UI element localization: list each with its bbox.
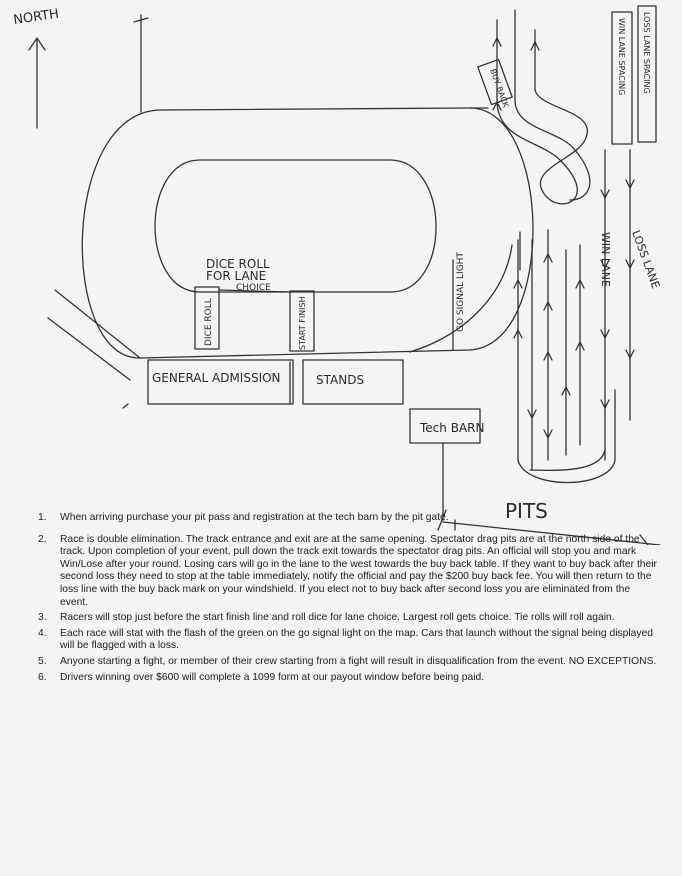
rule-item: 4. Each race will stat with the flash of the green on the go signal light on the map. Cars that launch without the signal being displayed will be flagged with a loss. [38, 627, 654, 652]
rule-item: 2. Race is double elimination. The track entrance and exit are at the same opening. Spectator drag pits are at the north side of the track. Upon completion of your event, pull down the track exit towards the spectator drag pits. An official will stop you and mark Win/Lose after your round. Losing cars will go in the lane to the west towards the buy back table. If they want to buy back after their second loss they need to stop at the table immediately, notify the official and pay the $200 buy back fee. You will then return to the loss line with the buy back mark on your windshield. If you elect not to buy back after second loss you are eliminated from the event. [38, 533, 657, 608]
go-signal-label: GO SIGNAL LIGHT [456, 252, 466, 332]
dice-roll-label-1: DICE ROLL [206, 257, 270, 271]
buy-back-lane [497, 20, 587, 204]
loss-lane-spacing-label: LOSS LANE SPACING [642, 12, 651, 94]
win-loss-lanes [601, 150, 634, 460]
pits-label: PITS [505, 499, 548, 523]
north-arrow-icon [29, 38, 45, 128]
start-finish-label: START FINISH [298, 296, 307, 350]
rule-item: 1. When arriving purchase your pit pass and registration at the tech barn by the pit gate. [38, 512, 449, 523]
dice-roll-label-2: FOR LANE [206, 269, 267, 283]
north-label: NORTH [12, 6, 60, 28]
access-road [48, 290, 140, 408]
rules-list [38, 512, 658, 687]
win-lane-label: WIN LANE [599, 232, 612, 287]
rule-item: 5. Anyone starting a fight, or member of their crew starting from a fight will result in disqualification from the event. NO EXCEPTIONS. [38, 655, 657, 667]
stands-label: STANDS [316, 373, 365, 387]
loss-lane-label: LOSS LANE [629, 228, 663, 291]
rule-item: 6. Drivers winning over $600 will complete a 1099 form at our payout window before being paid. [38, 671, 485, 683]
rule-item: 3. Racers will stop just before the start finish line and roll dice for lane choice. Largest roll gets choice. Tie rolls will roll again. [38, 612, 615, 624]
win-lane-spacing-label: WIN LANE SPACING [617, 18, 626, 96]
track-inner [155, 160, 436, 292]
dice-roll-box-label: DICE ROLL [204, 298, 214, 346]
dice-roll-label-3: CHOICE [236, 283, 271, 293]
tech-barn-label: Tech BARN [420, 421, 485, 435]
entrance-road [134, 15, 148, 112]
general-admission-label: GENERAL ADMISSION [152, 371, 281, 385]
buy-back-label: BUY BACK [488, 67, 511, 109]
